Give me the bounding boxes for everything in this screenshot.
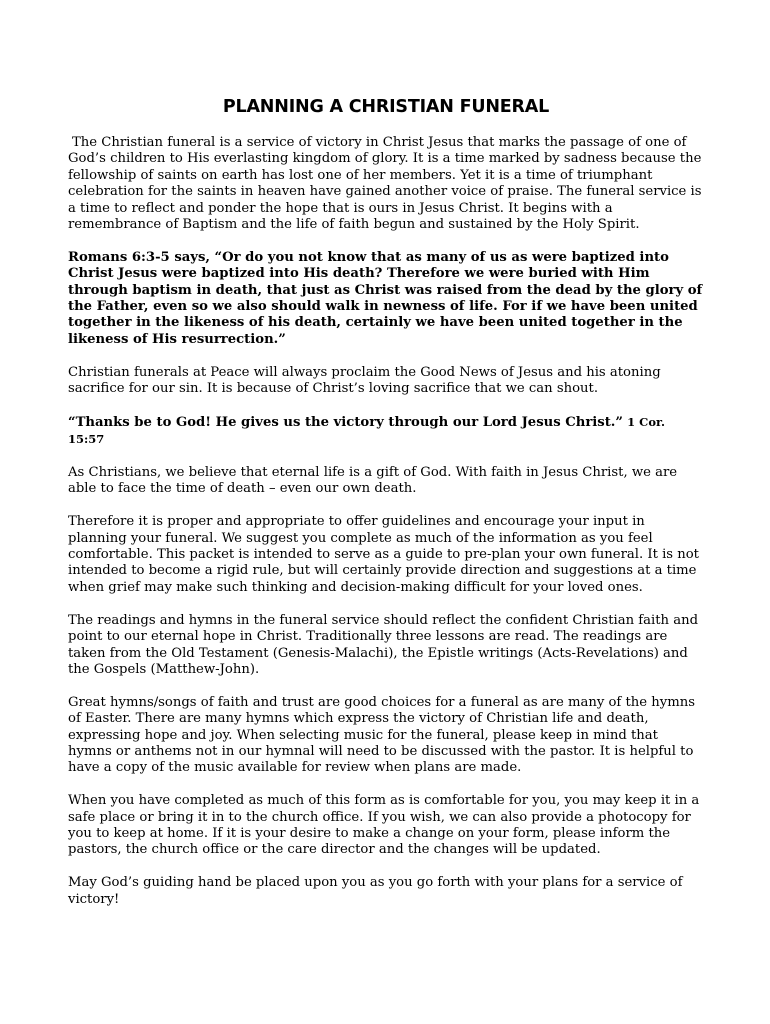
eternal-life-paragraph: As Christians, we believe that eternal life is a gift of God. With faith in Jesus Christ, we are able to face the time of death – even our own death. [68,465,678,497]
thanks-paragraph [68,414,704,449]
thanks-citation: 1 Cor. 15:57 [68,414,666,447]
intro-paragraph: The Christian funeral is a service of victory in Christ Jesus that marks the passage of one of God’s children to His everlasting kingdom of glory. It is a time marked by sadness because the fellowship of saints on earth has lost one of her members. Yet it is a time of triumphant celebration for the saints in heaven have gained another voice of praise. The funeral service is a time to reflect and ponder the hope that is ours in Jesus Christ. It begins with a remembrance of Baptism and the life of faith begun and sustained by the Holy Spirit. [68,135,702,233]
document-page [68,96,704,924]
closing-paragraph: May God’s guiding hand be placed upon you as you go forth with your plans for a service of victory! [68,875,683,907]
guidelines-paragraph: Therefore it is proper and appropriate to offer guidelines and encourage your input in planning your funeral. We suggest you complete as much of the information as you feel comfortable. This packet is intended to serve as a guide to pre-plan your own funeral. It is not intended to become a rigid rule, but will certainly provide direction and suggestions at a time when grief may make such thinking and decision-making difficult for your loved ones. [68,514,699,595]
completed-form-paragraph: When you have completed as much of this form as is comfortable for you, you may keep it in a safe place or bring it in to the church office. If you wish, we can also provide a photocopy for you to keep at home. If it is your desire to make a change on your form, please inform the pastors, the church office or the care director and the changes will be updated. [68,793,700,858]
romans-scripture-paragraph: Romans 6:3-5 says, “Or do you not know that as many of us as were baptized into Christ Jesus were baptized into His death? Therefore we were buried with Him through baptism in death, that just as Christ was raised from the dead by the glory of the Father, even so we also should walk in newness of life. For if we have been united together in the likeness of his death, certainly we have been united together in the likeness of His resurrection.” [68,249,703,347]
readings-paragraph: The readings and hymns in the funeral service should reflect the confident Christian faith and point to our eternal hope in Christ. Traditionally three lessons are read. The readings are taken from the Old Testament (Genesis-Malachi), the Epistle writings (Acts-Revelations) and the Gospels (Matthew-John). [68,612,699,677]
hymns-paragraph: Great hymns/songs of faith and trust are good choices for a funeral as are many of the hymns of Easter. There are many hymns which express the victory of Christian life and death, expressing hope and joy. When selecting music for the funeral, please keep in mind that hymns or anthems not in our hymnal will need to be discussed with the pastor. It is helpful to have a copy of the music available for review when plans are made. [68,694,695,776]
page-title: PLANNING A CHRISTIAN FUNERAL [222,97,550,117]
peace-paragraph: Christian funerals at Peace will always proclaim the Good News of Jesus and his atoning sacrifice for our sin. It is because of Christ’s loving sacrifice that we can shout. [68,364,661,397]
thanks-quote: “Thanks be to God! He gives us the victory through our Lord Jesus Christ.” [68,414,623,430]
